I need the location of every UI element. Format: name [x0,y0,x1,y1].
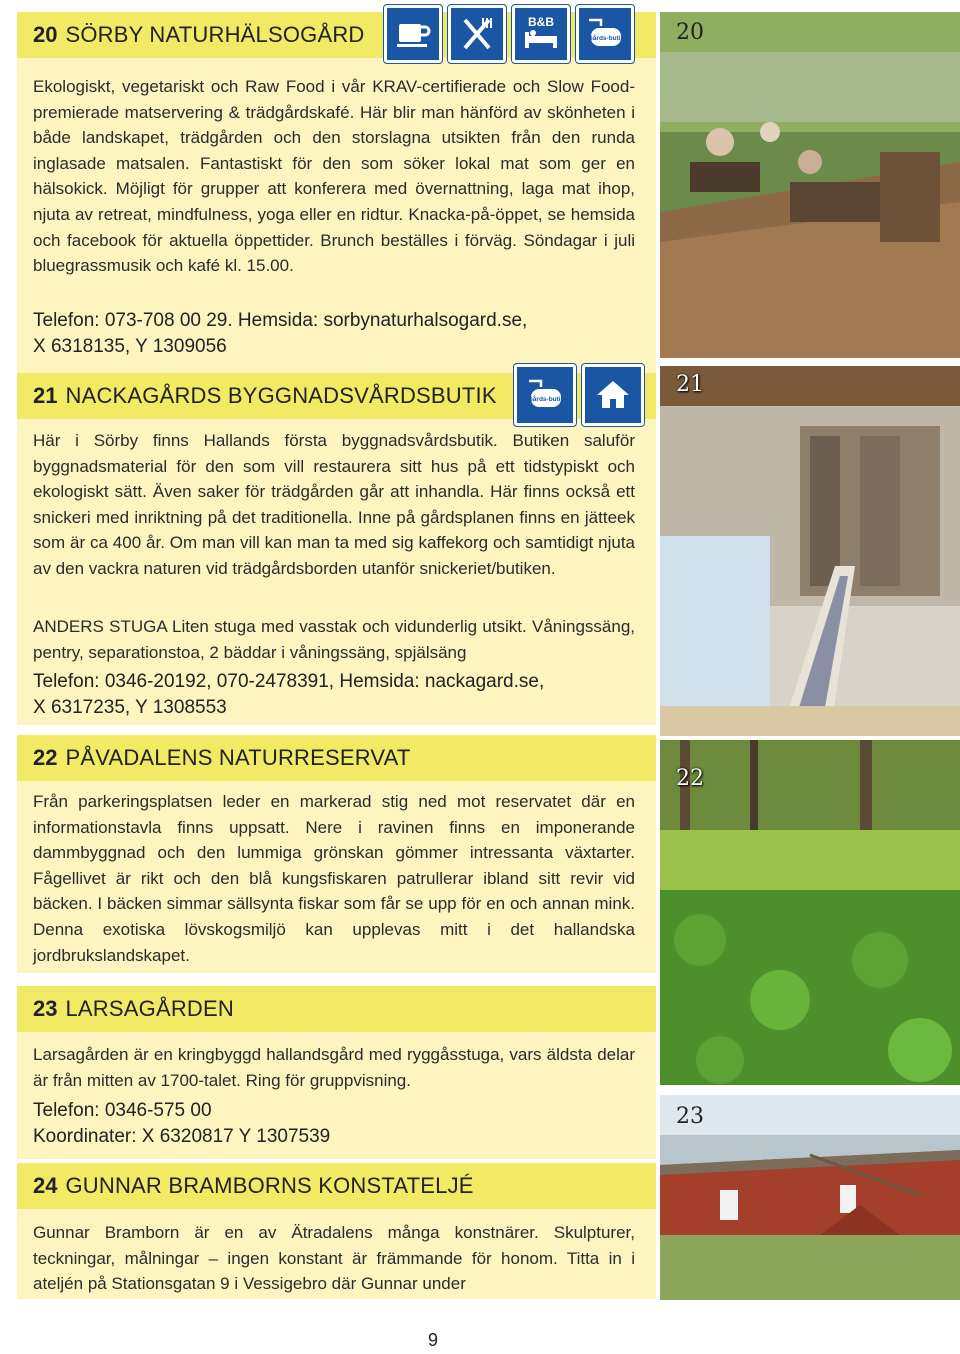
section-21-icons [514,364,644,426]
section-21-number: 21 [33,383,58,408]
section-21-title: NACKAGÅRDS BYGGNADSVÅRDSBUTIK [65,383,497,408]
photo-23-label: 23 [676,1104,704,1129]
section-20-contact-line1: Telefon: 073-708 00 29. Hemsida: sorbynaturhalsogard.se, [33,310,528,331]
section-24-title: GUNNAR BRAMBORNS KONSTATELJÉ [65,1173,474,1198]
section-23-contact [33,1098,635,1150]
photo-nature-reserve [660,740,960,1085]
photo-22-label: 22 [676,766,704,791]
shop-sign-text: Gårds-butik [587,35,625,42]
shop-sign-icon [514,364,576,426]
fork-knife-icon [448,5,506,63]
section-23-contact-line2: Koordinater: X 6320817 Y 1307539 [33,1126,331,1147]
section-20-title: SÖRBY NATURHÄLSOGÅRD [65,22,365,47]
section-23-header [17,986,656,1032]
section-21-contact [33,669,635,721]
section-22-number: 22 [33,745,58,770]
section-22-title: PÅVADALENS NATURRESERVAT [65,745,411,770]
photo-20-label: 20 [676,20,704,45]
section-22-body: Från parkeringsplatsen leder en markerad stig ned mot reservatet där en informationstavla finns uppsatt. Nere i ravinen finns en imponerande dammbyggnad och den lummiga grönskan gömmer intressanta växtarter. Fågellivet är rikt och den blå kungsfiskaren patrullerar ibland sitt revir vid bäcken. I bäcken simmar sällsynta fiskar som får se upp för en och annan mink. Denna exotiska lövskogsmiljö kan upplevas mitt i det hallandska jordbrukslandskapet. [33,792,635,965]
photo-21-label: 21 [676,372,704,397]
section-20-contact-line2: X 6318135, Y 1309056 [33,336,227,357]
cup-icon [384,5,442,63]
section-20-icons [384,5,634,63]
bb-sign-text: B&B [528,15,554,29]
section-21-contact-line2: X 6317235, Y 1308553 [33,697,227,718]
photo-building-shop [660,366,960,736]
section-20-contact [33,308,635,360]
section-21-body: Här i Sörby finns Hallands första byggnadsvårdsbutik. Butiken saluför byggnadsmaterial för den som vill restaurera sitt hus på ett tidstypiskt och ekologiskt sätt. Även saker för trädgården går att inhandla. Här finns också ett snickeri med inriktning på det traditionella. Inne på gårdsplanen finns en jätteek som är ca 400 år. Om man vill kan man ta med sig kaffekorg och samtidigt njuta av den vackra naturen vid trädgårdsborden utanför snickeriet/butiken. [33,431,635,578]
section-21-cottage: ANDERS STUGA Liten stuga med vasstak och vidunderlig utsikt. Våningssäng, pentry, separationstoa, 2 bäddar i våningssäng, spjälsäng [33,617,635,662]
bed-icon [512,5,570,63]
section-23-number: 23 [33,996,58,1021]
section-23-contact-line1: Telefon: 0346-575 00 [33,1100,212,1121]
page-number: 9 [428,1330,439,1350]
section-24-header [17,1163,656,1209]
section-21-contact-line1: Telefon: 0346-20192, 070-2478391, Hemsida: nackagard.se, [33,671,545,692]
section-20-body: Ekologiskt, vegetariskt och Raw Food i vår KRAV-certifierade och Slow Food-premierade matservering & trädgårdskafé. Här blir man hänförd av skönheten i både landskapet, trädgården och den storslagna utsikten från den runda inglasade matsalen. Fantastiskt för den som söker lokal mat som ger en hälsokick. Möjligt för grupper att konferera med övernattning, laga mat ihop, njuta av retreat, mindfulness, yoga eller en ridtur. Knacka-på-öppet, se hemsida och facebook för aktuella öppettider. Brunch beställes i förväg. Söndagar i juli bluegrassmusik och kafé kl. 15.00. [33,77,635,276]
shop-sign-icon [576,5,634,63]
section-24-number: 24 [33,1173,58,1198]
section-23-body: Larsagården är en kringbyggd hallandsgård med ryggåsstuga, vars äldsta delar är från mitten av 1700-talet. Ring för gruppvisning. [33,1045,635,1090]
section-22-header [17,735,656,781]
shop-sign-text: Gårds-butik [527,396,565,403]
photo-garden-terrace [660,12,960,358]
section-23-title: LARSAGÅRDEN [65,996,234,1021]
photo-farmstead [660,1095,960,1300]
house-icon [582,364,644,426]
section-20-number: 20 [33,22,58,47]
section-24-body: Gunnar Bramborn är en av Ätradalens många konstnärer. Skulpturer, teckningar, målningar – ingen konstant är främmande för honom. Titta in i ateljén på Stationsgatan 9 i Vessigebro där Gunnar under [33,1223,635,1294]
